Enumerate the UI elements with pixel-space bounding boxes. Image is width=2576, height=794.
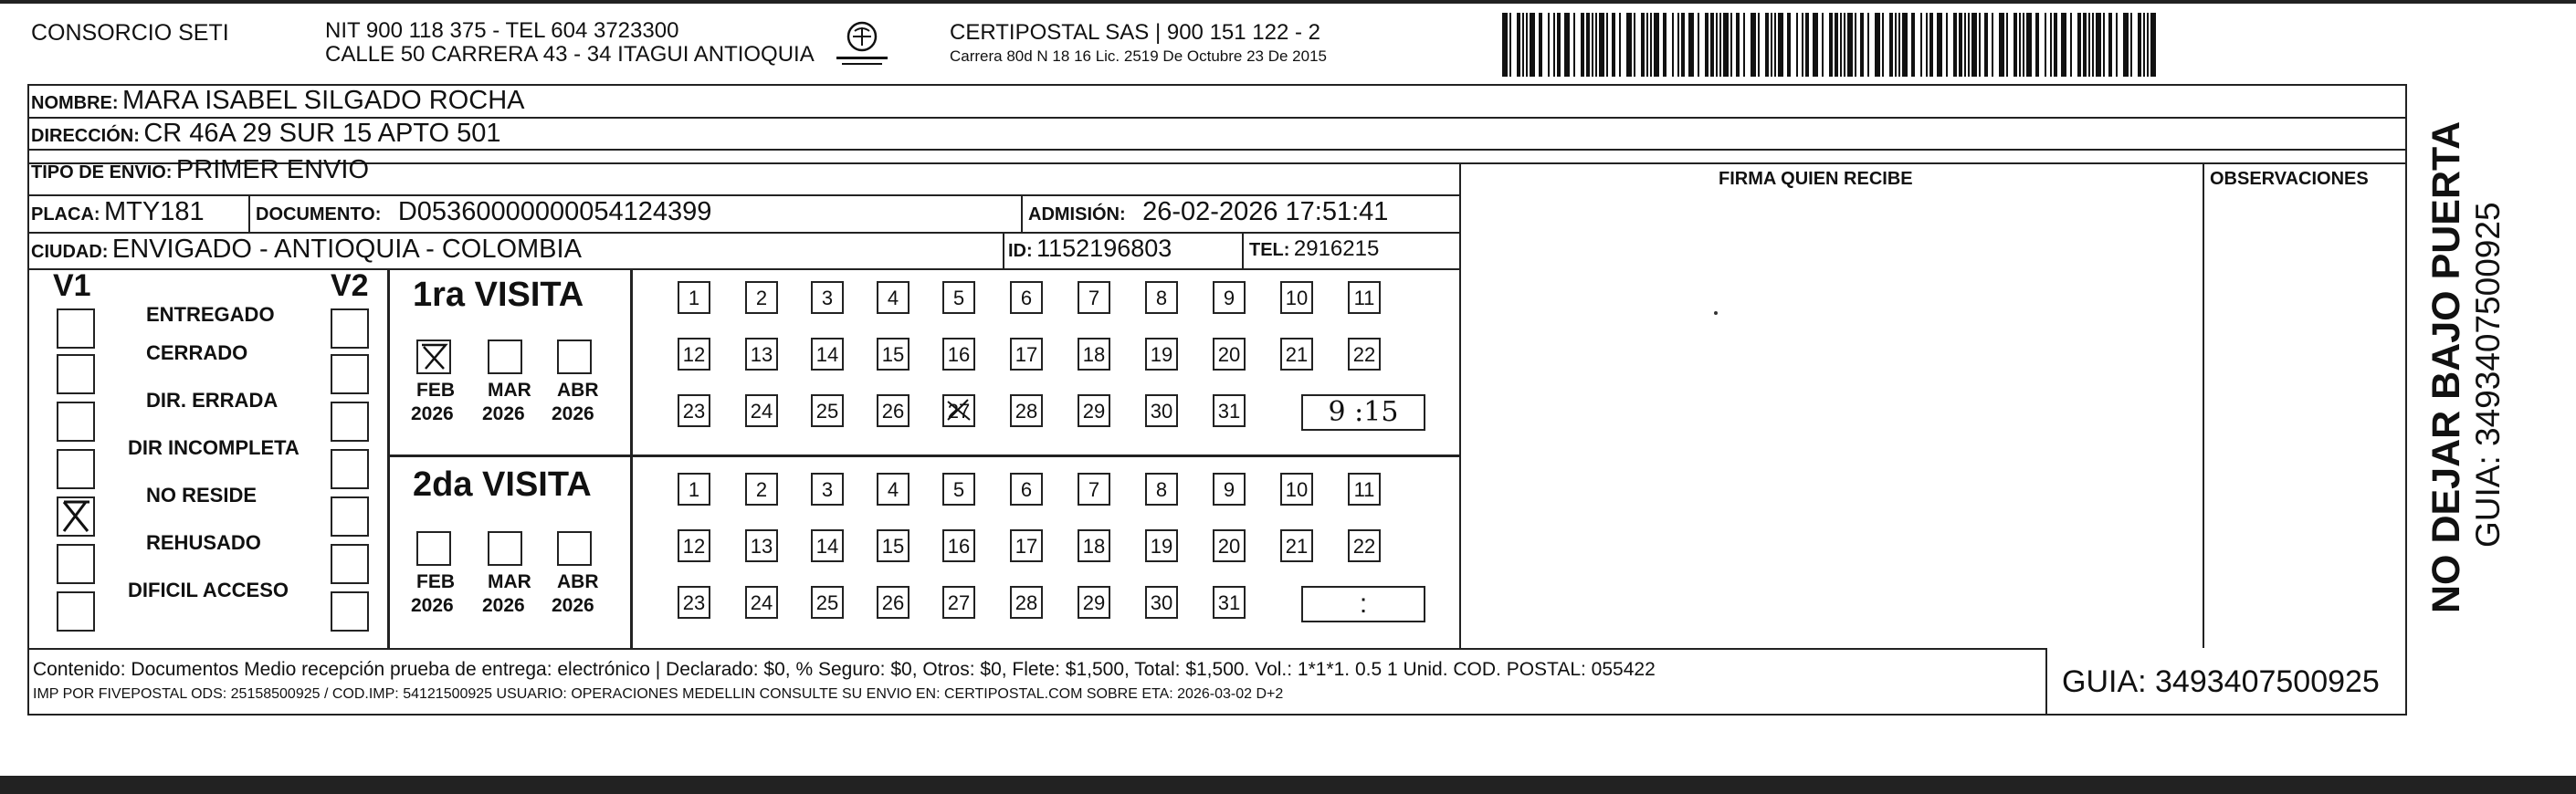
admision-label: ADMISIÓN: bbox=[1028, 204, 1126, 225]
side-guia: GUIA: 3493407500925 bbox=[2469, 202, 2507, 548]
barcode-bar bbox=[1911, 13, 1915, 77]
placa-value: MTY181 bbox=[104, 197, 205, 226]
barcode-bar bbox=[1681, 13, 1685, 77]
day-box[interactable]: 8 bbox=[1145, 473, 1178, 506]
barcode-bar bbox=[1634, 13, 1635, 77]
day-box[interactable]: 3 bbox=[811, 281, 844, 314]
admision-value: 26-02-2026 17:51:41 bbox=[1142, 197, 1389, 226]
documento-label: DOCUMENTO: bbox=[256, 204, 382, 225]
day-box[interactable]: 15 bbox=[877, 529, 909, 562]
barcode-bar bbox=[2061, 13, 2066, 77]
footer-line2: IMP POR FIVEPOSTAL ODS: 25158500925 / COD.IMP: 54121500925 USUARIO: OPERACIONES MEDELLIN CONSULTE SU ENVIO EN: CERTIPOSTAL.COM SOBRE ETA: 2026-03-02 D+2 bbox=[33, 686, 1284, 702]
day-box[interactable]: 12 bbox=[678, 529, 710, 562]
day-box[interactable]: 1 bbox=[678, 281, 710, 314]
barcode-bar bbox=[1822, 13, 1824, 77]
firma-label: FIRMA QUIEN RECIBE bbox=[1719, 169, 1913, 189]
day-box[interactable]: 25 bbox=[811, 586, 844, 619]
day-box[interactable]: 24 bbox=[745, 394, 778, 427]
day-box[interactable]: 23 bbox=[678, 394, 710, 427]
day-box[interactable]: 22 bbox=[1348, 529, 1381, 562]
month-checkbox[interactable] bbox=[416, 531, 451, 566]
day-box[interactable]: 13 bbox=[745, 529, 778, 562]
barcode-bar bbox=[1509, 13, 1511, 77]
barcode-bar bbox=[1999, 13, 2004, 77]
barcode-bar bbox=[1530, 13, 1535, 77]
barcode-bar bbox=[1626, 13, 1632, 77]
barcode-bar bbox=[1573, 13, 1575, 77]
certipostal-logo-icon bbox=[833, 18, 891, 69]
day-box[interactable]: 16 bbox=[942, 338, 975, 371]
barcode-bar bbox=[1526, 13, 1528, 77]
barcode-bar bbox=[1751, 13, 1756, 77]
barcode-bar bbox=[2077, 13, 2081, 77]
day-box[interactable]: 19 bbox=[1145, 338, 1178, 371]
side-warning: NO DEJAR BAJO PUERTA bbox=[2424, 120, 2468, 613]
status-v2-checkbox[interactable] bbox=[331, 308, 369, 349]
barcode-bar bbox=[1953, 13, 1957, 77]
day-box[interactable]: 29 bbox=[1078, 586, 1110, 619]
tel-value: 2916215 bbox=[1293, 236, 1380, 261]
day-box[interactable]: 20 bbox=[1213, 338, 1246, 371]
day-box[interactable]: 11 bbox=[1348, 473, 1381, 506]
barcode-bar bbox=[1840, 13, 1842, 77]
barcode-bar bbox=[1882, 13, 1884, 77]
nit-line: NIT 900 118 375 - TEL 604 3723300 bbox=[325, 18, 679, 43]
barcode-bar bbox=[1663, 13, 1667, 77]
id-label: ID: bbox=[1008, 241, 1033, 261]
month-checkbox[interactable] bbox=[488, 340, 522, 374]
year-label: 2026 bbox=[482, 403, 525, 424]
barcode-bar bbox=[1592, 13, 1593, 77]
direccion-value: CR 46A 29 SUR 15 APTO 501 bbox=[143, 119, 501, 148]
barcode-bar bbox=[2035, 13, 2039, 77]
barcode-bar bbox=[1855, 13, 1856, 77]
day-box[interactable]: 3 bbox=[811, 473, 844, 506]
barcode-bar bbox=[1971, 13, 1977, 77]
barcode-bar bbox=[2013, 13, 2017, 77]
day-box[interactable]: 19 bbox=[1145, 529, 1178, 562]
barcode-bar bbox=[1829, 13, 1833, 77]
status-label: REHUSADO bbox=[146, 531, 261, 554]
status-label: DIR INCOMPLETA bbox=[128, 436, 300, 459]
status-v2-checkbox[interactable] bbox=[331, 591, 369, 632]
month-label: FEB bbox=[416, 380, 455, 401]
barcode-bar bbox=[1778, 13, 1783, 77]
month-checkbox[interactable] bbox=[416, 340, 451, 374]
day-box[interactable]: 28 bbox=[1010, 586, 1043, 619]
barcode-bar bbox=[1860, 13, 1864, 77]
barcode-bar bbox=[1650, 13, 1652, 77]
footer-guia: GUIA: 3493407500925 bbox=[2062, 664, 2380, 699]
status-v1-checkbox[interactable] bbox=[57, 591, 95, 632]
barcode-bar bbox=[1736, 13, 1740, 77]
ciudad-label: CIUDAD: bbox=[31, 242, 109, 262]
barcode-bar bbox=[1581, 13, 1584, 77]
status-v1-checkbox[interactable] bbox=[57, 496, 95, 537]
barcode-bar bbox=[2019, 13, 2021, 77]
month-label: MAR bbox=[488, 380, 531, 401]
barcode-bar bbox=[1586, 13, 1590, 77]
placa-row bbox=[31, 197, 205, 227]
barcode-bar bbox=[2123, 13, 2129, 77]
barcode-bar bbox=[2143, 13, 2145, 77]
barcode-bar bbox=[1619, 13, 1621, 77]
barcode-bar bbox=[1979, 13, 1981, 77]
barcode-bar bbox=[1867, 13, 1869, 77]
day-box[interactable]: 21 bbox=[1280, 529, 1313, 562]
barcode-bar bbox=[1902, 13, 1908, 77]
status-v2-checkbox[interactable] bbox=[331, 402, 369, 442]
barcode-bar bbox=[1595, 13, 1597, 77]
nombre-row bbox=[31, 86, 525, 116]
top-rule bbox=[0, 0, 2576, 4]
certipostal-line2: Carrera 80d N 18 16 Lic. 2519 De Octubre 23 De 2015 bbox=[950, 47, 1327, 65]
day-box[interactable]: 17 bbox=[1010, 529, 1043, 562]
barcode-bar bbox=[1612, 13, 1615, 77]
day-box[interactable]: 14 bbox=[811, 338, 844, 371]
barcode-bar bbox=[1716, 13, 1718, 77]
day-box[interactable]: 18 bbox=[1078, 338, 1110, 371]
day-box[interactable]: 11 bbox=[1348, 281, 1381, 314]
month-label: FEB bbox=[416, 571, 455, 592]
day-box[interactable]: 27 bbox=[942, 394, 975, 427]
day-box[interactable]: 15 bbox=[877, 338, 909, 371]
status-v1-checkbox[interactable] bbox=[57, 544, 95, 584]
barcode-bar bbox=[1968, 13, 1970, 77]
barcode-bar bbox=[1796, 13, 1798, 77]
first-visit-title: 1ra VISITA bbox=[413, 276, 584, 314]
barcode-bar bbox=[1926, 13, 1928, 77]
barcode-bar bbox=[1847, 13, 1853, 77]
direccion-label: DIRECCIÓN: bbox=[31, 126, 140, 146]
barcode-bar bbox=[2026, 13, 2032, 77]
barcode-bar bbox=[1805, 13, 1809, 77]
barcode-bar bbox=[1992, 13, 1993, 77]
month-checkbox[interactable] bbox=[557, 340, 592, 374]
barcode bbox=[1502, 13, 2155, 77]
day-box[interactable]: 1 bbox=[678, 473, 710, 506]
barcode-bar bbox=[2070, 13, 2072, 77]
status-v1-checkbox[interactable] bbox=[57, 308, 95, 349]
barcode-bar bbox=[1743, 13, 1745, 77]
day-box[interactable]: 16 bbox=[942, 529, 975, 562]
month-checkbox[interactable] bbox=[557, 531, 592, 566]
day-box[interactable]: 24 bbox=[745, 586, 778, 619]
barcode-bar bbox=[1758, 13, 1760, 77]
barcode-bar bbox=[1959, 13, 1962, 77]
barcode-bar bbox=[2054, 13, 2057, 77]
day-box[interactable]: 17 bbox=[1010, 338, 1043, 371]
status-v2-checkbox[interactable] bbox=[331, 496, 369, 537]
tel-label: TEL: bbox=[1249, 240, 1290, 260]
day-box[interactable]: 4 bbox=[877, 473, 909, 506]
day-box[interactable]: 2 bbox=[745, 473, 778, 506]
day-box[interactable]: 5 bbox=[942, 281, 975, 314]
admision-row bbox=[1028, 197, 1388, 227]
day-box[interactable]: 29 bbox=[1078, 394, 1110, 427]
nombre-value: MARA ISABEL SILGADO ROCHA bbox=[122, 86, 525, 115]
month-label: MAR bbox=[488, 571, 531, 592]
signature-mark bbox=[1714, 311, 1718, 315]
status-label: ENTREGADO bbox=[146, 303, 275, 326]
certipostal-line1: CERTIPOSTAL SAS | 900 151 122 - 2 bbox=[950, 20, 1320, 45]
barcode-bar bbox=[2103, 13, 2105, 77]
tipo-label: TIPO DE ENVIO: bbox=[31, 162, 173, 183]
month-label: ABR bbox=[557, 380, 599, 401]
barcode-bar bbox=[1813, 13, 1818, 77]
day-box[interactable]: 10 bbox=[1280, 281, 1313, 314]
company-name: CONSORCIO SETI bbox=[31, 20, 229, 46]
barcode-bar bbox=[1606, 13, 1608, 77]
month-checkbox[interactable] bbox=[488, 531, 522, 566]
day-box[interactable]: 8 bbox=[1145, 281, 1178, 314]
day-box[interactable]: 31 bbox=[1213, 586, 1246, 619]
time-box[interactable]: 9 :15 bbox=[1301, 394, 1425, 431]
barcode-bar bbox=[2006, 13, 2008, 77]
day-box[interactable]: 18 bbox=[1078, 529, 1110, 562]
status-label: CERRADO bbox=[146, 341, 248, 364]
barcode-bar bbox=[1787, 13, 1791, 77]
day-box[interactable]: 31 bbox=[1213, 394, 1246, 427]
v1-label: V1 bbox=[53, 268, 91, 303]
day-box[interactable]: 23 bbox=[678, 586, 710, 619]
barcode-bar bbox=[2083, 13, 2087, 77]
status-label: DIFICIL ACCESO bbox=[128, 579, 289, 601]
barcode-bar bbox=[1553, 13, 1555, 77]
documento-value: D05360000000054124399 bbox=[397, 197, 712, 226]
day-box[interactable]: 9 bbox=[1213, 281, 1246, 314]
tipo-value: PRIMER ENVIO bbox=[175, 155, 370, 184]
barcode-bar bbox=[1502, 13, 1508, 77]
placa-label: PLACA: bbox=[31, 204, 100, 225]
status-label: DIR. ERRADA bbox=[146, 389, 279, 412]
barcode-bar bbox=[1522, 13, 1524, 77]
barcode-bar bbox=[1802, 13, 1803, 77]
barcode-bar bbox=[1835, 13, 1838, 77]
barcode-bar bbox=[1672, 13, 1674, 77]
barcode-bar bbox=[1920, 13, 1922, 77]
status-v2-checkbox[interactable] bbox=[331, 449, 369, 489]
day-box[interactable]: 13 bbox=[745, 338, 778, 371]
year-label: 2026 bbox=[482, 595, 525, 616]
day-box[interactable]: 12 bbox=[678, 338, 710, 371]
status-v1-checkbox[interactable] bbox=[57, 449, 95, 489]
status-v1-checkbox[interactable] bbox=[57, 354, 95, 394]
barcode-bar bbox=[1698, 13, 1699, 77]
day-box[interactable]: 6 bbox=[1010, 281, 1043, 314]
barcode-bar bbox=[1730, 13, 1732, 77]
second-visit-title: 2da VISITA bbox=[413, 465, 592, 504]
barcode-bar bbox=[1984, 13, 1988, 77]
barcode-bar bbox=[1844, 13, 1845, 77]
observaciones-label: OBSERVACIONES bbox=[2210, 169, 2369, 189]
ciudad-row bbox=[31, 235, 582, 265]
status-v1-checkbox[interactable] bbox=[57, 402, 95, 442]
day-box[interactable]: 28 bbox=[1010, 394, 1043, 427]
id-row bbox=[1008, 235, 1172, 263]
barcode-bar bbox=[1710, 13, 1714, 77]
barcode-bar bbox=[1719, 13, 1721, 77]
direccion-row bbox=[31, 119, 501, 149]
barcode-bar bbox=[1895, 13, 1897, 77]
address-line: CALLE 50 CARRERA 43 - 34 ITAGUI ANTIOQUIA bbox=[325, 42, 815, 67]
ciudad-value: ENVIGADO - ANTIOQUIA - COLOMBIA bbox=[111, 235, 582, 264]
barcode-bar bbox=[1705, 13, 1709, 77]
bottom-rule bbox=[0, 776, 2576, 794]
day-box[interactable]: 7 bbox=[1078, 473, 1110, 506]
day-box[interactable]: 10 bbox=[1280, 473, 1313, 506]
barcode-bar bbox=[1517, 13, 1520, 77]
id-value: 1152196803 bbox=[1036, 235, 1172, 262]
day-box[interactable]: 5 bbox=[942, 473, 975, 506]
day-box[interactable]: 9 bbox=[1213, 473, 1246, 506]
year-label: 2026 bbox=[411, 403, 454, 424]
day-box[interactable]: 26 bbox=[877, 394, 909, 427]
year-label: 2026 bbox=[552, 403, 594, 424]
barcode-bar bbox=[2088, 13, 2090, 77]
barcode-bar bbox=[1929, 13, 1933, 77]
nombre-label: NOMBRE: bbox=[31, 93, 119, 113]
barcode-bar bbox=[1677, 13, 1679, 77]
v2-label: V2 bbox=[331, 268, 369, 303]
day-box[interactable]: 25 bbox=[811, 394, 844, 427]
documento-row bbox=[256, 197, 711, 227]
day-box[interactable]: 4 bbox=[877, 281, 909, 314]
barcode-bar bbox=[2147, 13, 2149, 77]
year-label: 2026 bbox=[411, 595, 454, 616]
year-label: 2026 bbox=[552, 595, 594, 616]
barcode-bar bbox=[1688, 13, 1694, 77]
day-box[interactable]: 30 bbox=[1145, 394, 1178, 427]
time-box[interactable]: : bbox=[1301, 586, 1425, 622]
barcode-bar bbox=[2108, 13, 2112, 77]
barcode-bar bbox=[2096, 13, 2101, 77]
barcode-bar bbox=[2138, 13, 2141, 77]
footer-line1: Contenido: Documentos Medio recepción prueba de entrega: electrónico | Declarado: $0, % Seguro: $0, Otros: $0, Flete: $1,500, Total: $1,500. Vol.: 1*1*1. 0.5 1 Unid. COD. POSTAL: 055422 bbox=[33, 659, 1656, 680]
barcode-bar bbox=[2023, 13, 2024, 77]
barcode-bar bbox=[1641, 13, 1645, 77]
barcode-bar bbox=[1937, 13, 1942, 77]
day-box[interactable]: 14 bbox=[811, 529, 844, 562]
day-box[interactable]: 2 bbox=[745, 281, 778, 314]
barcode-bar bbox=[1564, 13, 1570, 77]
barcode-bar bbox=[2116, 13, 2118, 77]
barcode-bar bbox=[2050, 13, 2052, 77]
day-box[interactable]: 30 bbox=[1145, 586, 1178, 619]
barcode-bar bbox=[1898, 13, 1900, 77]
day-box[interactable]: 6 bbox=[1010, 473, 1043, 506]
barcode-bar bbox=[2130, 13, 2132, 77]
day-box[interactable]: 26 bbox=[877, 586, 909, 619]
barcode-bar bbox=[1599, 13, 1604, 77]
day-box[interactable]: 7 bbox=[1078, 281, 1110, 314]
barcode-bar bbox=[1946, 13, 1948, 77]
month-label: ABR bbox=[557, 571, 599, 592]
barcode-bar bbox=[2150, 13, 2156, 77]
barcode-bar bbox=[1889, 13, 1893, 77]
day-box[interactable]: 21 bbox=[1280, 338, 1313, 371]
barcode-bar bbox=[1771, 13, 1772, 77]
barcode-bar bbox=[2092, 13, 2094, 77]
barcode-bar bbox=[1964, 13, 1966, 77]
barcode-bar bbox=[1539, 13, 1542, 77]
day-box[interactable]: 22 bbox=[1348, 338, 1381, 371]
barcode-bar bbox=[1765, 13, 1769, 77]
barcode-bar bbox=[1774, 13, 1776, 77]
barcode-bar bbox=[1654, 13, 1659, 77]
barcode-bar bbox=[1548, 13, 1550, 77]
barcode-bar bbox=[1557, 13, 1561, 77]
barcode-bar bbox=[2045, 13, 2046, 77]
status-v2-checkbox[interactable] bbox=[331, 544, 369, 584]
status-v2-checkbox[interactable] bbox=[331, 354, 369, 394]
barcode-bar bbox=[1875, 13, 1880, 77]
barcode-bar bbox=[1723, 13, 1729, 77]
day-box[interactable]: 20 bbox=[1213, 529, 1246, 562]
tipo-row bbox=[31, 155, 369, 185]
day-box[interactable]: 27 bbox=[942, 586, 975, 619]
barcode-bar bbox=[1646, 13, 1648, 77]
status-label: NO RESIDE bbox=[146, 484, 258, 507]
tel-row bbox=[1249, 236, 1379, 262]
